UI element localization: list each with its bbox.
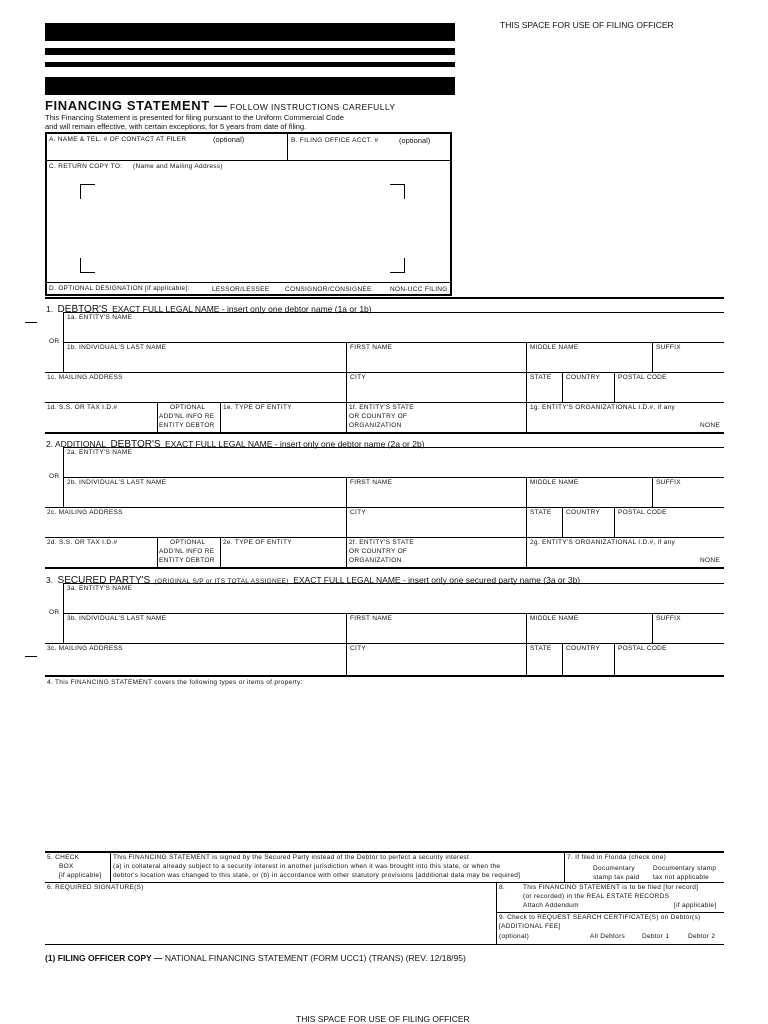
debtor-1-or: OR (49, 338, 60, 345)
box-5-text-3: debtor's location was changed to this state, or (b) in accordance with other statutory provisions [additional data may be required] (113, 872, 521, 879)
search-debtor-1: Debtor 1 (642, 933, 670, 940)
debtor-2g-org-id[interactable]: 2g. ENTITY'S ORGANIZATIONAL I.D.#, if any NONE (530, 539, 720, 564)
secured-3b-last-name[interactable]: 3b. INDIVIDUAL'S LAST NAME (67, 615, 167, 622)
debtor-1f-entity-state[interactable]: 1f. ENTITY'S STATE OR COUNTRY OF ORGANIZATION (349, 404, 414, 429)
intro-line-1: This Financing Statement is presented for filing pursuant to the Uniform Commercial Code (45, 113, 344, 122)
header-bar-4 (45, 77, 455, 95)
box-7-florida[interactable]: 7. If filed in Florida (check one) Documentary stamp tax paid Documentary stamp tax not applicable (567, 854, 717, 881)
secured-or: OR (49, 609, 60, 616)
debtor-1-entity-debtor-label: ENTITY DEBTOR (159, 422, 215, 429)
debtor-2-addl-info-label: ADD'NL INFO RE (159, 548, 215, 555)
debtor-2-postal-code[interactable]: POSTAL CODE (618, 509, 667, 516)
address-corner-bl (80, 258, 95, 273)
debtor-1-suffix[interactable]: SUFFIX (656, 344, 681, 351)
debtor-2-middle-name[interactable]: MIDDLE NAME (530, 479, 579, 486)
debtor-1b-last-name[interactable]: 1b. INDIVIDUAL'S LAST NAME (67, 344, 167, 351)
header-bar-1 (45, 23, 455, 41)
address-corner-tl (80, 184, 95, 199)
debtor-1-state[interactable]: STATE (530, 374, 552, 381)
debtor-1-city[interactable]: CITY (350, 374, 367, 381)
header-bar-2 (45, 48, 455, 55)
debtor-1c-mailing-address[interactable]: 1c. MAILING ADDRESS (47, 374, 123, 381)
debtor-1-addl-info-label: ADD'NL INFO RE (159, 413, 215, 420)
footer-copy: (1) FILING OFFICER COPY — (45, 953, 163, 963)
contact-name-field[interactable] (47, 134, 285, 159)
debtor-1-heading: 1. DEBTOR'S EXACT FULL LEGAL NAME - insert only one debtor name (1a or 1b) (46, 304, 372, 315)
secured-suffix[interactable]: SUFFIX (656, 615, 681, 622)
designation-lessor[interactable]: LESSOR/LESSEE (212, 286, 270, 293)
address-corner-br (390, 258, 405, 273)
debtor-2-heading: 2. ADDITIONAL DEBTOR'S EXACT FULL LEGAL NAME - insert only one debtor name (2a or 2b) (46, 439, 425, 450)
secured-middle-name[interactable]: MIDDLE NAME (530, 615, 579, 622)
filing-officer-label-bottom: THIS SPACE FOR USE OF FILING OFFICER (296, 1014, 470, 1024)
debtor-2-city[interactable]: CITY (350, 509, 367, 516)
debtor-2-optional-label: OPTIONAL (170, 539, 206, 546)
debtor-2c-mailing-address[interactable]: 2c. MAILING ADDRESS (47, 509, 123, 516)
secured-3a-entity-name[interactable]: 3a. ENTITY'S NAME (67, 585, 133, 592)
filing-office-acct-label: B. FILING OFFICE ACCT. # (291, 137, 379, 144)
contact-name-label: A. NAME & TEL. # OF CONTACT AT FILER (49, 136, 187, 143)
secured-first-name[interactable]: FIRST NAME (350, 615, 393, 622)
florida-option-paid: Documentary (593, 865, 635, 872)
debtor-1e-entity-type[interactable]: 1e. TYPE OF ENTITY (223, 404, 292, 411)
return-copy-detail: (Name and Mailing Address) (133, 163, 223, 170)
debtor-2-state[interactable]: STATE (530, 509, 552, 516)
designation-non-ucc[interactable]: NON-UCC FILING (390, 286, 448, 293)
debtor-1-optional-label: OPTIONAL (170, 404, 206, 411)
box-6-signatures[interactable]: 6. REQUIRED SIGNATURE(S) (47, 884, 144, 891)
debtor-2-or: OR (49, 473, 60, 480)
debtor-1-first-name[interactable]: FIRST NAME (350, 344, 393, 351)
debtor-2d-tax-id[interactable]: 2d. S.S. OR TAX I.D.# (47, 539, 118, 546)
florida-option-not-applicable: Documentary stamp (653, 865, 717, 872)
debtor-2f-entity-state[interactable]: 2f. ENTITY'S STATE OR COUNTRY OF ORGANIZATION (349, 539, 414, 564)
debtor-1g-org-id[interactable]: 1g. ENTITY'S ORGANIZATIONAL I.D.#, if any NONE (530, 404, 720, 429)
debtor-1-postal-code[interactable]: POSTAL CODE (618, 374, 667, 381)
designation-consignor[interactable]: CONSIGNOR/CONSIGNEE (285, 286, 372, 293)
search-all-debtors: All Debtors (590, 933, 626, 940)
footer-line (45, 954, 466, 963)
debtor-2a-entity-name[interactable]: 2a. ENTITY'S NAME (67, 449, 133, 456)
debtor-1-country[interactable]: COUNTRY (566, 374, 601, 381)
filing-office-acct-optional: (optional) (399, 136, 431, 145)
contact-name-optional: (optional) (213, 135, 245, 144)
intro-line-2: and will remain effective, with certain exceptions, for 5 years from date of filing. (45, 122, 307, 131)
secured-city[interactable]: CITY (350, 645, 367, 652)
footer-form-id: NATIONAL FINANCING STATEMENT (FORM UCC1) (TRANS) (REV. 12/18/95) (164, 953, 466, 963)
search-debtor-2: Debtor 2 (688, 933, 716, 940)
filing-officer-label-top: THIS SPACE FOR USE OF FILING OFFICER (500, 20, 674, 30)
debtor-2-none-option: NONE (700, 557, 720, 564)
filing-office-acct-field[interactable] (289, 134, 450, 159)
secured-state[interactable]: STATE (530, 645, 552, 652)
collateral-label: 4. This FINANCING STATEMENT covers the following types or items of property: (47, 679, 303, 686)
collateral-field[interactable] (45, 677, 724, 849)
box-5-text-1: This FINANCING STATEMENT is signed by the Secured Party instead of the Debtor to perfect a security interest (113, 854, 470, 861)
form-title: FINANCING STATEMENT — (45, 98, 228, 113)
debtor-2-entity-debtor-label: ENTITY DEBTOR (159, 557, 215, 564)
box-5-text-2: (a) in collateral already subject to a security interest in another jurisdiction when it was brought into this state, or when the (113, 863, 501, 870)
debtor-1-middle-name[interactable]: MIDDLE NAME (530, 344, 579, 351)
optional-designation-label: D. OPTIONAL DESIGNATION [if applicable]: (49, 285, 190, 292)
box-5-check[interactable]: 5. CHECK BOX [if applicable] (47, 854, 102, 879)
box-9-search-certificate[interactable]: 9. Check to REQUEST SEARCH CERTIFICATE(S) on Debtor(s) [ADDITIONAL FEE] (optional) All Debtors Debtor 1 Debtor 2 (499, 914, 716, 940)
header-bar-3 (45, 62, 455, 67)
address-corner-tr (390, 184, 405, 199)
secured-country[interactable]: COUNTRY (566, 645, 601, 652)
debtor-2e-entity-type[interactable]: 2e. TYPE OF ENTITY (223, 539, 292, 546)
secured-party-heading: 3. SECURED PARTY'S (ORIGINAL S/P or ITS TOTAL ASSIGNEE) EXACT FULL LEGAL NAME - insert only one secured party name (3a or 3b) (46, 575, 581, 586)
debtor-2-first-name[interactable]: FIRST NAME (350, 479, 393, 486)
debtor-1a-entity-name[interactable]: 1a. ENTITY'S NAME (67, 314, 133, 321)
debtor-2-suffix[interactable]: SUFFIX (656, 479, 681, 486)
debtor-1d-tax-id[interactable]: 1d. S.S. OR TAX I.D.# (47, 404, 118, 411)
secured-3c-mailing-address[interactable]: 3c. MAILING ADDRESS (47, 645, 123, 652)
secured-postal-code[interactable]: POSTAL CODE (618, 645, 667, 652)
return-copy-label: C. RETURN COPY TO: (49, 163, 123, 170)
box-8-real-estate[interactable]: 8. This FINANCING STATEMENT is to be filed [for record] (or recorded) in the REAL ESTATE RECORDS Attach Addendum [if applicable] (499, 884, 717, 909)
debtor-1-none-option: NONE (700, 422, 720, 429)
debtor-2-country[interactable]: COUNTRY (566, 509, 601, 516)
debtor-2b-last-name[interactable]: 2b. INDIVIDUAL'S LAST NAME (67, 479, 167, 486)
form-subtitle: FOLLOW INSTRUCTIONS CAREFULLY (230, 102, 396, 112)
